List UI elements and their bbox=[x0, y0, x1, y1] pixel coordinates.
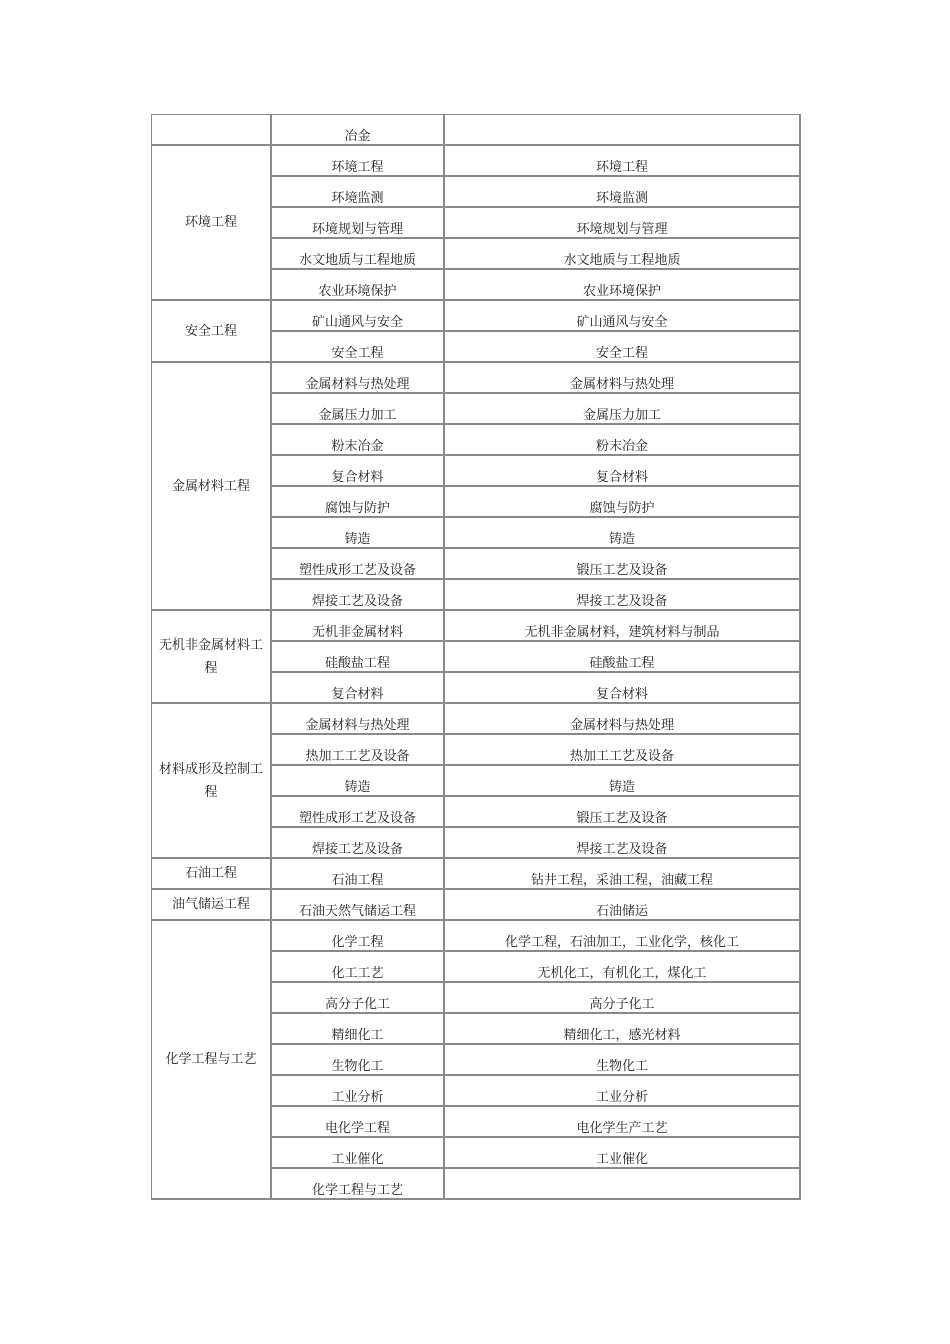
major-label: 化学工程与工艺 bbox=[311, 1183, 403, 1198]
former-major-label: 工业催化 bbox=[595, 1152, 648, 1167]
former-major-label: 粉末冶金 bbox=[595, 439, 648, 454]
major-cell bbox=[272, 270, 445, 301]
former-major-cell bbox=[445, 363, 801, 394]
major-label: 热加工工艺及设备 bbox=[305, 749, 410, 764]
major-label: 金属压力加工 bbox=[318, 408, 397, 423]
major-label: 工业分析 bbox=[331, 1090, 384, 1105]
former-major-cell bbox=[445, 859, 801, 890]
major-cell bbox=[272, 704, 445, 735]
former-major-label: 锻压工艺及设备 bbox=[576, 563, 668, 578]
former-major-cell bbox=[445, 580, 801, 611]
major-label: 化工工艺 bbox=[331, 966, 384, 981]
category-cell: 金属材料工程 bbox=[152, 363, 272, 611]
former-major-cell bbox=[445, 1169, 801, 1200]
category-cell: 环境工程 bbox=[152, 146, 272, 301]
former-major-label: 化学工程，石油加工，工业化学，核化工 bbox=[504, 935, 739, 950]
major-label: 电化学工程 bbox=[324, 1121, 390, 1136]
major-label: 冶金 bbox=[344, 129, 371, 144]
former-major-label: 硅酸盐工程 bbox=[589, 656, 655, 671]
major-label: 水文地质与工程地质 bbox=[298, 253, 416, 268]
former-major-label: 石油储运 bbox=[595, 904, 648, 919]
major-cell bbox=[272, 208, 445, 239]
former-major-cell bbox=[445, 301, 801, 332]
former-major-cell bbox=[445, 239, 801, 270]
major-label: 复合材料 bbox=[331, 687, 384, 702]
major-cell bbox=[272, 518, 445, 549]
major-label: 农业环境保护 bbox=[318, 284, 397, 299]
former-major-label: 腐蚀与防护 bbox=[589, 501, 655, 516]
former-major-cell bbox=[445, 1076, 801, 1107]
major-cell bbox=[272, 115, 445, 146]
former-major-label: 钻井工程，采油工程，油藏工程 bbox=[530, 873, 713, 888]
major-label: 金属材料与热处理 bbox=[305, 377, 410, 392]
major-cell bbox=[272, 580, 445, 611]
major-label: 复合材料 bbox=[331, 470, 384, 485]
former-major-label: 电化学生产工艺 bbox=[576, 1121, 668, 1136]
former-major-cell bbox=[445, 766, 801, 797]
major-label: 石油天然气储运工程 bbox=[298, 904, 416, 919]
former-major-label: 金属材料与热处理 bbox=[569, 377, 674, 392]
major-label: 腐蚀与防护 bbox=[324, 501, 390, 516]
major-cell bbox=[272, 735, 445, 766]
former-major-label: 安全工程 bbox=[595, 346, 648, 361]
major-label: 铸造 bbox=[344, 532, 371, 547]
major-cell bbox=[272, 1107, 445, 1138]
former-major-cell bbox=[445, 797, 801, 828]
major-cell bbox=[272, 642, 445, 673]
major-label: 焊接工艺及设备 bbox=[311, 594, 403, 609]
major-label: 环境监测 bbox=[331, 191, 384, 206]
major-label: 环境规划与管理 bbox=[311, 222, 403, 237]
table-row bbox=[152, 704, 801, 735]
former-major-cell bbox=[445, 456, 801, 487]
major-cell bbox=[272, 673, 445, 704]
major-label: 无机非金属材料 bbox=[311, 625, 403, 640]
former-major-label: 环境监测 bbox=[595, 191, 648, 206]
former-major-label: 环境工程 bbox=[595, 160, 648, 175]
major-cell bbox=[272, 487, 445, 518]
former-major-cell bbox=[445, 1045, 801, 1076]
former-major-cell bbox=[445, 487, 801, 518]
major-label: 环境工程 bbox=[331, 160, 384, 175]
former-major-label: 铸造 bbox=[608, 532, 635, 547]
table-row bbox=[152, 301, 801, 332]
major-label: 矿山通风与安全 bbox=[311, 315, 403, 330]
former-major-cell bbox=[445, 270, 801, 301]
major-label: 化学工程 bbox=[331, 935, 384, 950]
major-label: 硅酸盐工程 bbox=[324, 656, 390, 671]
former-major-label: 水文地质与工程地质 bbox=[563, 253, 681, 268]
former-major-label: 复合材料 bbox=[595, 470, 648, 485]
major-cell bbox=[272, 1045, 445, 1076]
table-body bbox=[152, 115, 801, 1200]
former-major-cell bbox=[445, 673, 801, 704]
table-row bbox=[152, 146, 801, 177]
major-cell bbox=[272, 394, 445, 425]
former-major-cell bbox=[445, 177, 801, 208]
former-major-label: 矿山通风与安全 bbox=[576, 315, 668, 330]
major-cell bbox=[272, 456, 445, 487]
major-cell bbox=[272, 177, 445, 208]
category-cell bbox=[152, 115, 272, 146]
former-major-cell bbox=[445, 146, 801, 177]
former-major-cell bbox=[445, 549, 801, 580]
major-cell bbox=[272, 890, 445, 921]
former-major-cell bbox=[445, 611, 801, 642]
former-major-cell bbox=[445, 952, 801, 983]
major-cell bbox=[272, 828, 445, 859]
major-label: 铸造 bbox=[344, 780, 371, 795]
former-major-label: 高分子化工 bbox=[589, 997, 655, 1012]
former-major-label: 无机化工，有机化工，煤化工 bbox=[537, 966, 707, 981]
category-cell: 石油工程 bbox=[152, 859, 272, 890]
major-label: 焊接工艺及设备 bbox=[311, 842, 403, 857]
major-cell bbox=[272, 1169, 445, 1200]
former-major-cell bbox=[445, 1014, 801, 1045]
major-label: 石油工程 bbox=[331, 873, 384, 888]
table-row bbox=[152, 363, 801, 394]
former-major-cell bbox=[445, 1107, 801, 1138]
major-label: 塑性成形工艺及设备 bbox=[298, 563, 416, 578]
former-major-label: 工业分析 bbox=[595, 1090, 648, 1105]
former-major-label: 焊接工艺及设备 bbox=[576, 594, 668, 609]
major-label: 精细化工 bbox=[331, 1028, 384, 1043]
major-label: 工业催化 bbox=[331, 1152, 384, 1167]
major-label: 粉末冶金 bbox=[331, 439, 384, 454]
former-major-cell bbox=[445, 1138, 801, 1169]
former-major-label: 农业环境保护 bbox=[582, 284, 661, 299]
category-cell: 无机非金属材料工程 bbox=[152, 611, 272, 704]
former-major-cell bbox=[445, 208, 801, 239]
major-cell bbox=[272, 921, 445, 952]
major-cell bbox=[272, 239, 445, 270]
major-cell bbox=[272, 1076, 445, 1107]
category-cell: 安全工程 bbox=[152, 301, 272, 363]
major-cell bbox=[272, 1014, 445, 1045]
former-major-label: 复合材料 bbox=[595, 687, 648, 702]
former-major-cell bbox=[445, 704, 801, 735]
former-major-label: 环境规划与管理 bbox=[576, 222, 668, 237]
major-cell bbox=[272, 983, 445, 1014]
former-major-label: 精细化工，感光材料 bbox=[563, 1028, 681, 1043]
major-cell bbox=[272, 549, 445, 580]
former-major-cell bbox=[445, 890, 801, 921]
major-cell bbox=[272, 363, 445, 394]
major-catalog-table bbox=[151, 114, 801, 1200]
former-major-cell bbox=[445, 425, 801, 456]
former-major-label: 热加工工艺及设备 bbox=[569, 749, 674, 764]
major-label: 生物化工 bbox=[331, 1059, 384, 1074]
former-major-cell bbox=[445, 642, 801, 673]
former-major-label: 焊接工艺及设备 bbox=[576, 842, 668, 857]
major-cell bbox=[272, 766, 445, 797]
former-major-label: 无机非金属材料，建筑材料与制品 bbox=[524, 625, 720, 640]
table-row bbox=[152, 859, 801, 890]
former-major-label: 生物化工 bbox=[595, 1059, 648, 1074]
table-row bbox=[152, 890, 801, 921]
former-major-label: 铸造 bbox=[608, 780, 635, 795]
former-major-cell bbox=[445, 983, 801, 1014]
major-label: 金属材料与热处理 bbox=[305, 718, 410, 733]
former-major-cell bbox=[445, 921, 801, 952]
major-cell bbox=[272, 425, 445, 456]
major-label: 高分子化工 bbox=[324, 997, 390, 1012]
major-cell bbox=[272, 332, 445, 363]
former-major-cell bbox=[445, 332, 801, 363]
table-row bbox=[152, 611, 801, 642]
major-label: 安全工程 bbox=[331, 346, 384, 361]
former-major-label: 金属材料与热处理 bbox=[569, 718, 674, 733]
major-cell bbox=[272, 611, 445, 642]
major-cell bbox=[272, 146, 445, 177]
former-major-cell bbox=[445, 394, 801, 425]
former-major-cell bbox=[445, 828, 801, 859]
major-cell bbox=[272, 859, 445, 890]
major-cell bbox=[272, 301, 445, 332]
category-cell: 材料成形及控制工程 bbox=[152, 704, 272, 859]
major-label: 塑性成形工艺及设备 bbox=[298, 811, 416, 826]
former-major-label: 锻压工艺及设备 bbox=[576, 811, 668, 826]
category-cell: 化学工程与工艺 bbox=[152, 921, 272, 1200]
table-row bbox=[152, 921, 801, 952]
former-major-cell bbox=[445, 115, 801, 146]
former-major-label: 金属压力加工 bbox=[582, 408, 661, 423]
major-cell bbox=[272, 1138, 445, 1169]
category-cell: 油气储运工程 bbox=[152, 890, 272, 921]
former-major-cell bbox=[445, 518, 801, 549]
table-row bbox=[152, 115, 801, 146]
major-cell bbox=[272, 952, 445, 983]
former-major-cell bbox=[445, 735, 801, 766]
major-cell bbox=[272, 797, 445, 828]
